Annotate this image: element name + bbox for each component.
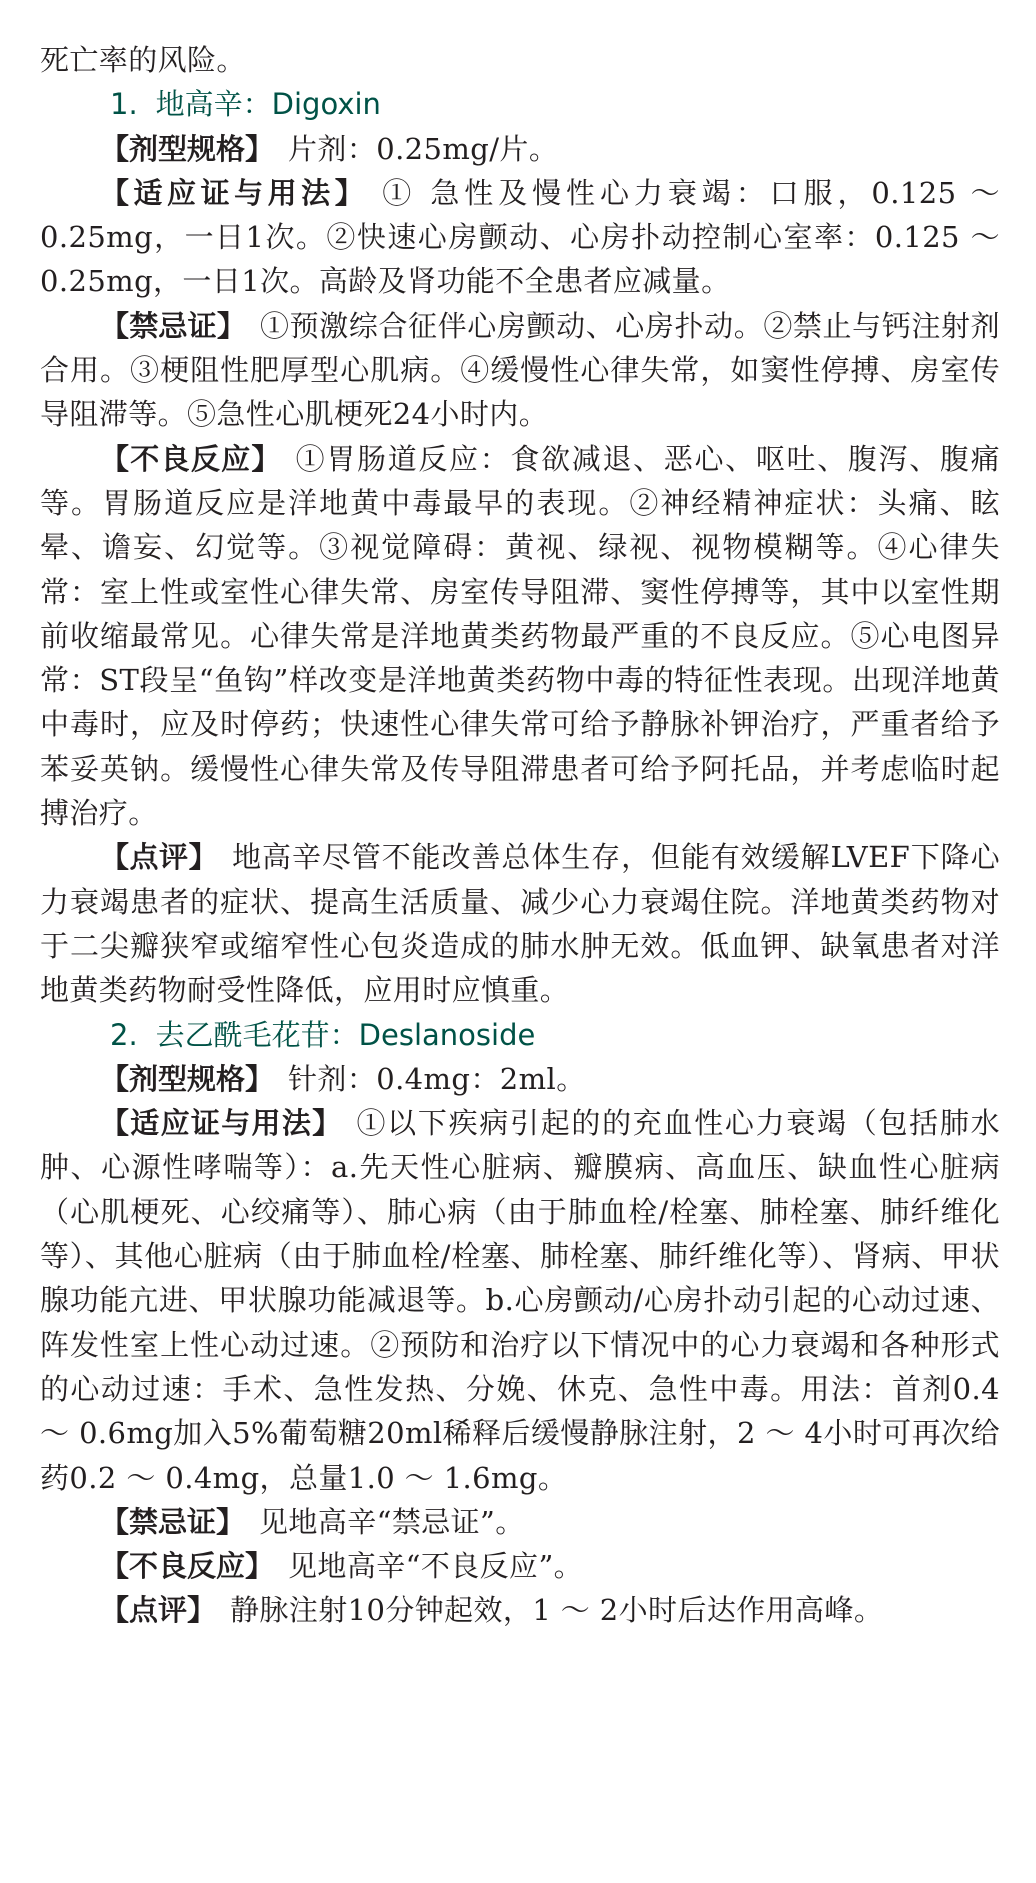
digoxin-adverse-paragraph xyxy=(40,437,1000,836)
drug-heading-title: 地高辛：Digoxin xyxy=(155,87,381,122)
section-text: 地高辛尽管不能改善总体生存，但能有效缓解LVEF下降心力衰竭患者的症状、提高生活质量、减少心力衰竭住院。洋地黄类药物对于二尖瓣狭窄或缩窄性心包炎造成的肺水肿无效。低血钾、缺氧患者对洋地黄类药物耐受性降低，应用时应慎重。 xyxy=(40,840,1000,1008)
section-text: ①胃肠道反应：食欲减退、恶心、呕吐、腹泻、腹痛等。胃肠道反应是洋地黄中毒最早的表现。②神经精神症状：头痛、眩晕、谵妄、幻觉等。③视觉障碍：黄视、绿视、视物模糊等。④心律失常：室上性或室性心律失常、房室传导阻滞、窦性停搏等，其中以室性期前收缩最常见。心律失常是洋地黄类药物最严重的不良反应。⑤心电图异常：ST段呈“鱼钩”样改变是洋地黄类药物中毒的特征性表现。出现洋地黄中毒时，应及时停药；快速性心律失常可给予静脉补钾治疗，严重者给予苯妥英钠。缓慢性心律失常及传导阻滞患者可给予阿托品，并考虑临时起搏治疗。 xyxy=(40,441,1000,831)
drug-heading-title: 去乙酰毛花苷：Deslanoside xyxy=(155,1017,536,1052)
deslanoside-usage-paragraph xyxy=(40,1101,1000,1500)
section-text: 静脉注射10分钟起效，1 ～ 2小时后达作用高峰。 xyxy=(230,1593,884,1628)
section-text: ①以下疾病引起的的充血性心力衰竭（包括肺水肿、心源性哮喘等）：a.先天性心脏病、瓣膜病、高血压、缺血性心脏病（心肌梗死、心绞痛等）、肺心病（由于肺血栓/栓塞、肺栓塞、肺纤维化等）、其他心脏病（由于肺血栓/栓塞、肺栓塞、肺纤维化等）、肾病、甲状腺功能亢进、甲状腺功能减退等。b.心房颤动/心房扑动引起的心动过速、阵发性室上性心动过速。②预防和治疗以下情况中的心力衰竭和各种形式的心动过速：手术、急性发热、分娩、休克、急性中毒。用法：首剂0.4 ～ 0.6mg加入5%葡萄糖20ml稀释后缓慢静脉注射，2 ～ 4小时可再次给药0.2 ～ 0.4mg，总量1.0 ～ 1.6mg。 xyxy=(40,1106,1000,1495)
drug-heading-digoxin xyxy=(40,82,1000,126)
intro-tail-text: 死亡率的风险。 xyxy=(40,43,246,77)
section-text: 见地高辛“禁忌证”。 xyxy=(259,1504,525,1539)
section-label: 【不良反应】 xyxy=(100,1549,275,1584)
section-label: 【剂型规格】 xyxy=(100,131,275,166)
section-label: 【禁忌证】 xyxy=(100,308,247,343)
section-label: 【不良反应】 xyxy=(100,441,282,476)
section-label: 【剂型规格】 xyxy=(100,1061,275,1096)
deslanoside-form-paragraph xyxy=(40,1057,1000,1101)
section-label: 【点评】 xyxy=(100,1593,217,1628)
section-text: 片剂：0.25mg/片。 xyxy=(288,131,559,166)
deslanoside-contraindication-paragraph xyxy=(40,1500,1000,1544)
section-label: 【适应证与用法】 xyxy=(100,1106,343,1141)
digoxin-contraindication-paragraph xyxy=(40,304,1000,437)
deslanoside-comment-paragraph xyxy=(40,1588,1000,1632)
section-label: 【点评】 xyxy=(100,840,219,875)
section-label: 【适应证与用法】 xyxy=(100,175,369,210)
document-page xyxy=(40,38,1000,1633)
digoxin-form-paragraph xyxy=(40,127,1000,171)
section-text: 见地高辛“不良反应”。 xyxy=(288,1549,584,1584)
section-label: 【禁忌证】 xyxy=(100,1504,246,1539)
digoxin-comment-paragraph xyxy=(40,835,1000,1012)
deslanoside-adverse-paragraph xyxy=(40,1544,1000,1588)
drug-heading-deslanoside xyxy=(40,1013,1000,1057)
section-text: 针剂：0.4mg：2ml。 xyxy=(288,1061,586,1096)
drug-heading-number: 2. xyxy=(110,1017,138,1052)
drug-heading-number: 1. xyxy=(110,87,138,122)
digoxin-usage-paragraph xyxy=(40,171,1000,304)
section-text: ① 急性及慢性心力衰竭：口服，0.125 ～ 0.25mg，一日1次。②快速心房颤动、心房扑动控制心室率：0.125 ～ 0.25mg，一日1次。高龄及肾功能不全患者应减量。 xyxy=(40,175,1000,299)
section-text: ①预激综合征伴心房颤动、心房扑动。②禁止与钙注射剂合用。③梗阻性肥厚型心肌病。④缓慢性心律失常，如窦性停搏、房室传导阻滞等。⑤急性心肌梗死24小时内。 xyxy=(40,308,1000,432)
